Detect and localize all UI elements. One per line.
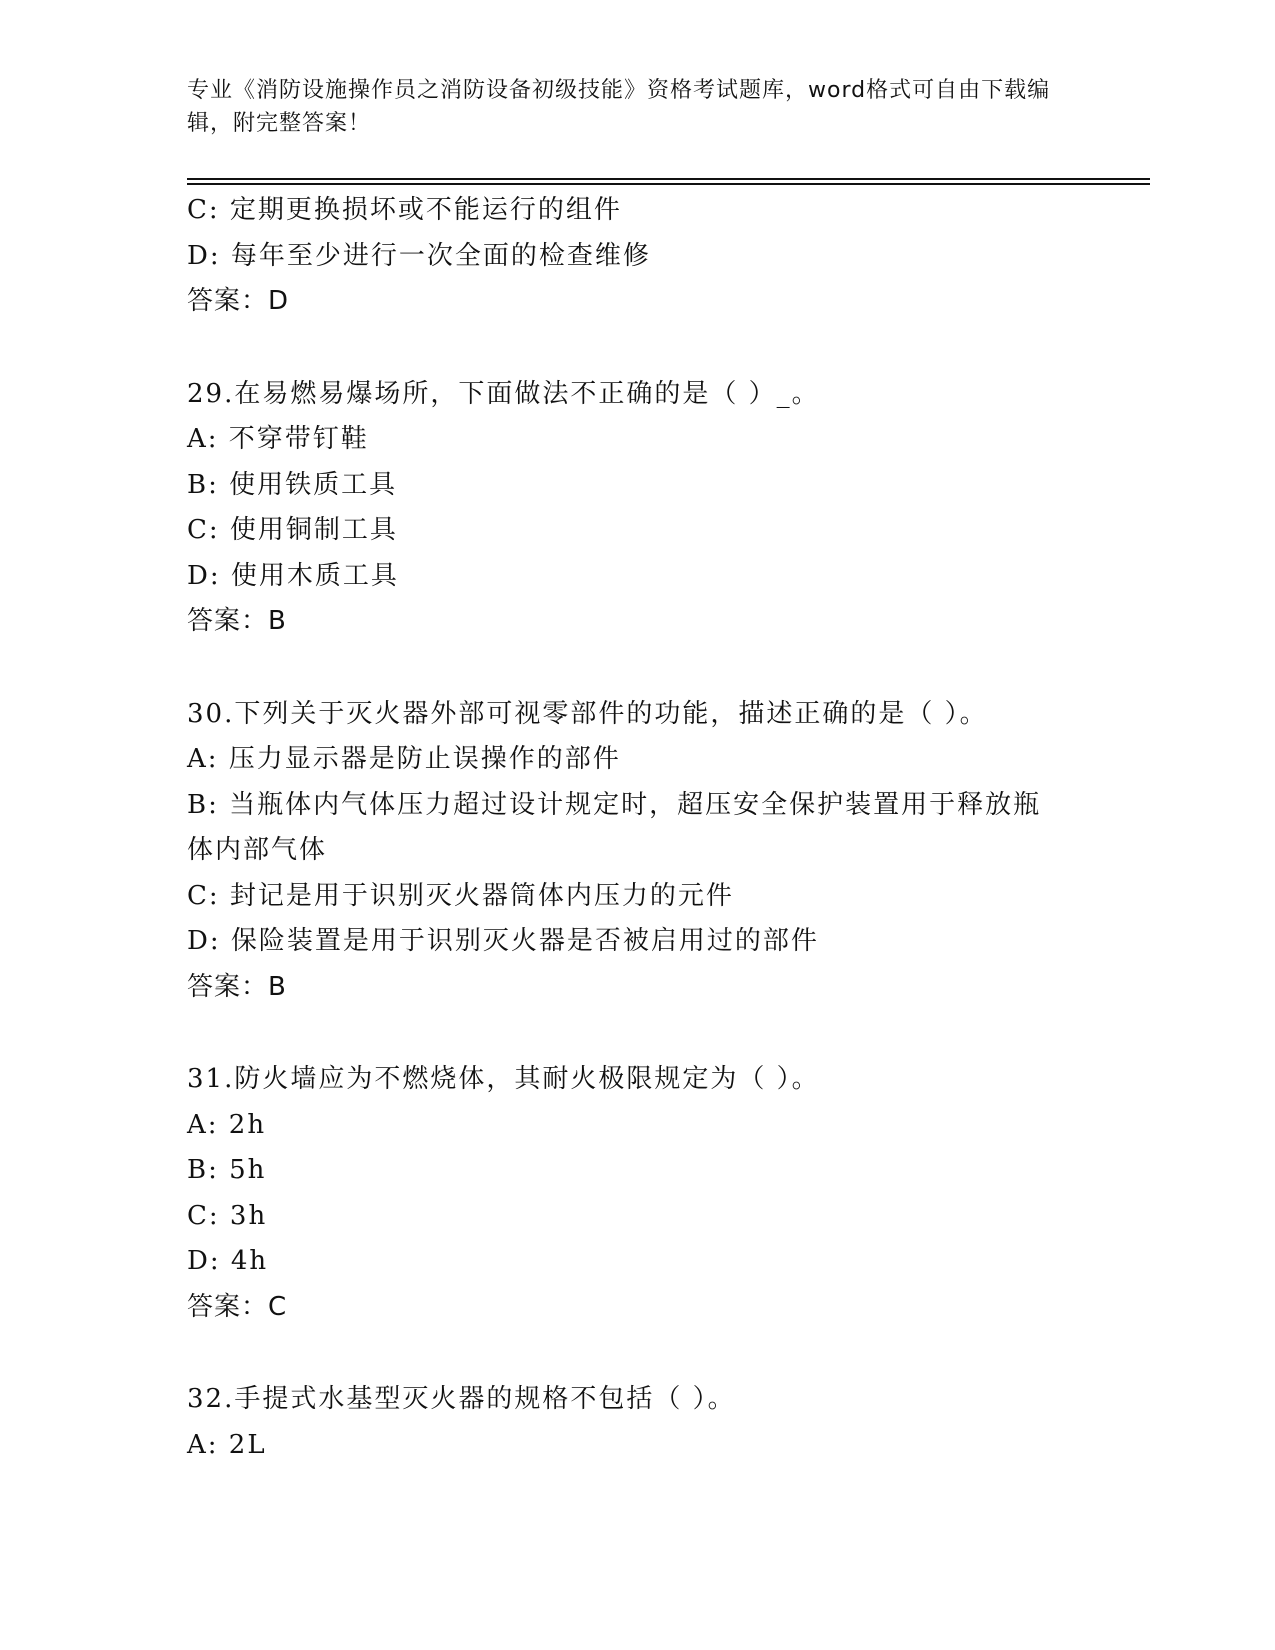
spacer [187,645,1107,692]
question-stem: 29.在易燃易爆场所，下面做法不正确的是（ ）_。 [187,378,820,409]
document-body [187,188,1107,1468]
question-block-32 [187,1377,1107,1468]
answer-line: 答案：B [187,606,287,636]
option-b: B: 当瓶体内气体压力超过设计规定时，超压安全保护装置用于释放瓶体内部气体 [187,789,1042,865]
option-a: A: 2L [187,1429,267,1460]
option-a: A: 2h [187,1109,267,1140]
header-divider-top [187,178,1150,180]
answer-line: 答案：C [187,1291,288,1322]
option-d: D: 4h [187,1246,269,1276]
answer-line: 答案：B [187,971,287,1002]
header-intro-text: 专业《消防设施操作员之消防设备初级技能》资格考试题库，word格式可自由下载编辑，附完整答案！ [187,78,1051,136]
option-c: C: 3h [187,1200,268,1231]
option-b: B: 使用铁质工具 [187,469,398,500]
question-block-29 [187,372,1107,645]
option-d: D: 保险装置是用于识别灭火器是否被启用过的部件 [187,926,819,956]
option-d: D: 使用木质工具 [187,560,399,591]
option-d: D: 每年至少进行一次全面的检查维修 [187,240,651,271]
option-a: A: 压力显示器是防止误操作的部件 [187,744,621,774]
spacer [187,325,1107,372]
question-block-31 [187,1057,1107,1330]
spacer [187,1330,1107,1377]
option-b: B: 5h [187,1155,267,1185]
spacer [187,1010,1107,1057]
option-a: A: 不穿带钉鞋 [187,424,369,454]
option-c: C: 定期更换损坏或不能运行的组件 [187,195,622,225]
question-block-28 [187,188,1107,325]
question-stem: 32.手提式水基型灭火器的规格不包括（ ）。 [187,1384,736,1414]
option-c: C: 使用铜制工具 [187,515,398,545]
answer-line: 答案：D [187,286,290,316]
question-stem: 31.防火墙应为不燃烧体，其耐火极限规定为（ ）。 [187,1064,820,1094]
document-header [187,74,1087,140]
question-block-30 [187,692,1107,1011]
header-divider-bottom [187,183,1150,185]
question-stem: 30.下列关于灭火器外部可视零部件的功能，描述正确的是（ ）。 [187,698,988,729]
option-c: C: 封记是用于识别灭火器筒体内压力的元件 [187,880,734,911]
